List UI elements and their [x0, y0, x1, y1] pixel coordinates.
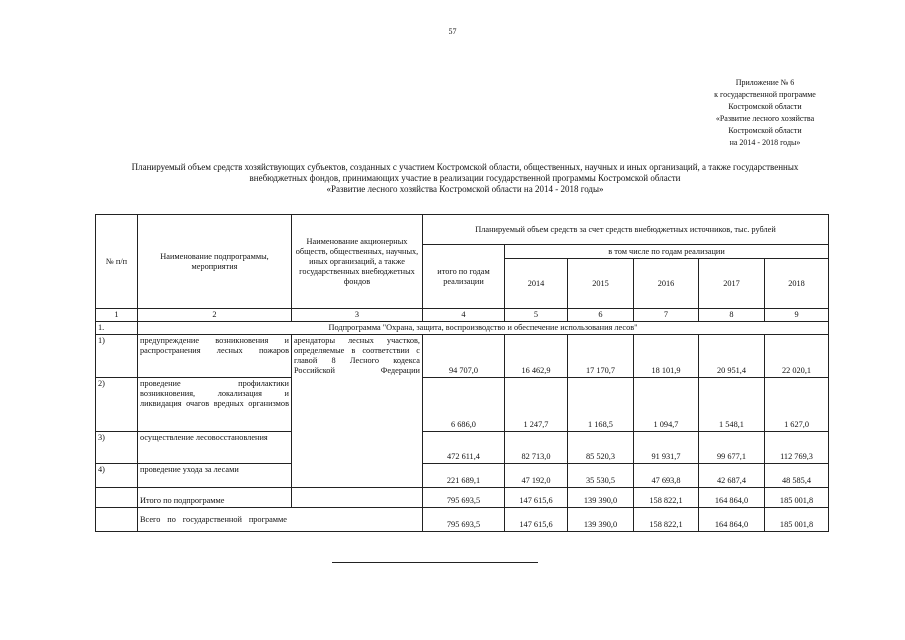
header-planned: Планируемый объем средств за счет средств внебюджетных источников, тыс. рублей — [423, 215, 829, 245]
row-2016: 47 693,8 — [634, 464, 699, 488]
grand-total-2015: 139 390,0 — [568, 508, 634, 532]
row-2015: 35 530,5 — [568, 464, 634, 488]
row-2017: 1 548,1 — [699, 378, 765, 432]
subtotal-total: 795 693,5 — [423, 488, 505, 508]
grand-total-label: Всего по государственной программе — [138, 508, 423, 532]
grand-total-2016: 158 822,1 — [634, 508, 699, 532]
appendix-line: Костромской области — [728, 102, 802, 111]
header-year: 2015 — [568, 259, 634, 309]
appendix-line: Приложение № 6 — [735, 78, 795, 87]
row-total: 94 707,0 — [423, 335, 505, 378]
header-by-year: в том числе по годам реализации — [505, 245, 829, 259]
subprogram-num: 1. — [96, 322, 138, 335]
header-total: итого по годам реализации — [423, 245, 505, 309]
row-name: предупреждение возникновения и распространения лесных пожаров — [138, 335, 292, 378]
row-2015: 1 168,5 — [568, 378, 634, 432]
grand-total-2017: 164 864,0 — [699, 508, 765, 532]
header-org: Наименование акционерных обществ, общественных, научных, иных организаций, а также государственных внебюджетных фондов — [292, 215, 423, 309]
subtotal-num — [96, 488, 138, 508]
row-2015: 17 170,7 — [568, 335, 634, 378]
header-year: 2018 — [765, 259, 829, 309]
header-year: 2016 — [634, 259, 699, 309]
row-num: 4) — [96, 464, 138, 488]
column-number: 5 — [505, 309, 568, 322]
row-2018: 48 585,4 — [765, 464, 829, 488]
column-number: 9 — [765, 309, 829, 322]
subtotal-org — [292, 488, 423, 508]
row-2018: 112 769,3 — [765, 432, 829, 464]
row-num: 1) — [96, 335, 138, 378]
column-number: 7 — [634, 309, 699, 322]
table-row — [96, 464, 829, 488]
row-2014: 82 713,0 — [505, 432, 568, 464]
table-row — [96, 335, 829, 378]
appendix-block — [700, 77, 830, 149]
subtotal-2018: 185 001,8 — [765, 488, 829, 508]
table-row — [96, 378, 829, 432]
grand-total-total: 795 693,5 — [423, 508, 505, 532]
row-2014: 47 192,0 — [505, 464, 568, 488]
row-total: 221 689,1 — [423, 464, 505, 488]
column-number: 6 — [568, 309, 634, 322]
row-2017: 99 677,1 — [699, 432, 765, 464]
appendix-line: «Развитие лесного хозяйства — [715, 114, 815, 123]
org-cell: арендаторы лесных участков, определяемые в соответствии с главой 8 Лесного кодекса Российской Федерации — [292, 335, 423, 488]
row-name: осуществление лесовосстановления — [138, 432, 292, 464]
appendix-line: на 2014 - 2018 годы» — [729, 138, 801, 147]
row-name: проведение профилактики возникновения, локализация и ликвидация очагов вредных организмов — [138, 378, 292, 432]
row-name: проведение ухода за лесами — [138, 464, 292, 488]
row-2017: 20 951,4 — [699, 335, 765, 378]
subtotal-2017: 164 864,0 — [699, 488, 765, 508]
title-line: внебюджетных фондов, принимающих участие в реализации государственной программы Костромской области — [249, 173, 681, 183]
header-name: Наименование подпрограммы, мероприятия — [138, 215, 292, 309]
column-number: 8 — [699, 309, 765, 322]
subtotal-2016: 158 822,1 — [634, 488, 699, 508]
row-num: 3) — [96, 432, 138, 464]
footer-divider — [332, 562, 538, 563]
row-2016: 1 094,7 — [634, 378, 699, 432]
title-line: Планируемый объем средств хозяйствующих субъектов, созданных с участием Костромской области, общественных, научных и иных организаций, а также государственных — [131, 162, 799, 172]
row-2018: 1 627,0 — [765, 378, 829, 432]
row-2016: 18 101,9 — [634, 335, 699, 378]
column-number: 2 — [138, 309, 292, 322]
row-2015: 85 520,3 — [568, 432, 634, 464]
column-number: 3 — [292, 309, 423, 322]
header-year: 2017 — [699, 259, 765, 309]
appendix-line: Костромской области — [728, 126, 802, 135]
subtotal-label: Итого по подпрограмме — [138, 488, 292, 508]
grand-total-row — [96, 508, 829, 532]
row-total: 6 686,0 — [423, 378, 505, 432]
header-num: № п/п — [96, 215, 138, 309]
subprogram-name: Подпрограмма "Охрана, защита, воспроизводство и обеспечение использования лесов" — [138, 322, 829, 335]
column-number: 1 — [96, 309, 138, 322]
grand-total-num — [96, 508, 138, 532]
subtotal-2015: 139 390,0 — [568, 488, 634, 508]
row-total: 472 611,4 — [423, 432, 505, 464]
grand-total-2018: 185 001,8 — [765, 508, 829, 532]
row-2018: 22 020,1 — [765, 335, 829, 378]
column-number: 4 — [423, 309, 505, 322]
row-2014: 16 462,9 — [505, 335, 568, 378]
table-row — [96, 432, 829, 464]
subtotal-row — [96, 488, 829, 508]
grand-total-2014: 147 615,6 — [505, 508, 568, 532]
subtotal-2014: 147 615,6 — [505, 488, 568, 508]
page-number: 57 — [448, 27, 457, 36]
planned-funds-table — [95, 214, 829, 532]
row-2017: 42 687,4 — [699, 464, 765, 488]
row-2014: 1 247,7 — [505, 378, 568, 432]
header-year: 2014 — [505, 259, 568, 309]
row-num: 2) — [96, 378, 138, 432]
document-title — [95, 162, 835, 195]
title-line: «Развитие лесного хозяйства Костромской области на 2014 - 2018 годы» — [326, 184, 604, 194]
row-2016: 91 931,7 — [634, 432, 699, 464]
appendix-line: к государственной программе — [714, 90, 816, 99]
